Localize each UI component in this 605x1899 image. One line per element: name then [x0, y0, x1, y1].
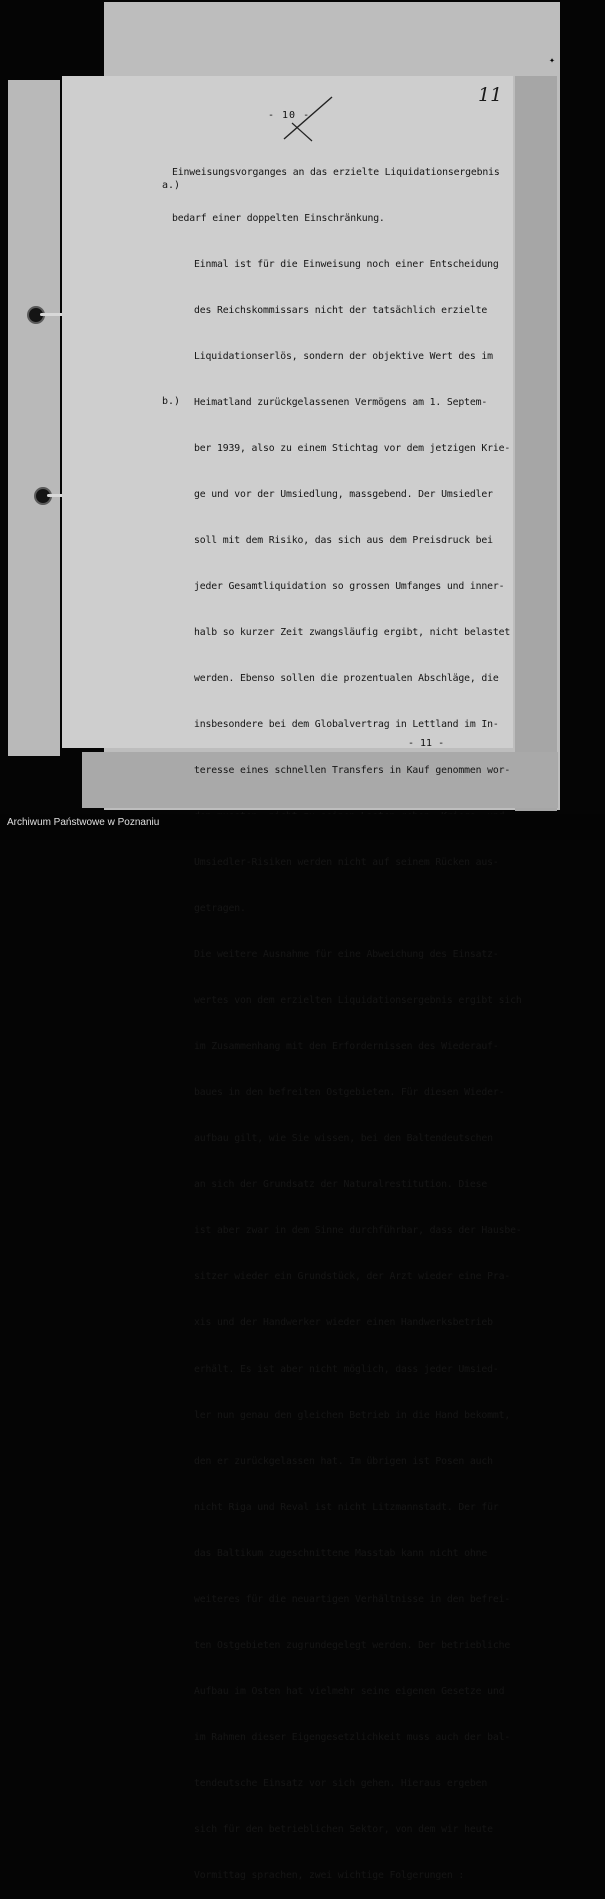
- text-line: im Zusammenhang mit den Erfordernissen des Wiederauf-: [194, 1041, 499, 1053]
- document-body: [172, 134, 522, 1899]
- text-line: im Rahmen dieser Eigengesetzlichkeit muss auch der bal-: [194, 1731, 511, 1743]
- text-line: des Reichskommissars nicht der tatsächlich erzielte: [194, 304, 488, 316]
- text-line: soll mit dem Risiko, das sich aus dem Preisdruck bei: [194, 534, 493, 546]
- text-line: ber 1939, also zu einem Stichtag vor dem jetzigen Krie-: [194, 442, 511, 454]
- text-line: ler nun genau den gleichen Betrieb in die Hand bekommt,: [194, 1409, 511, 1421]
- text-line: weiteres für die neuartigen Verhältnisse in den befrei-: [194, 1593, 511, 1605]
- text-line: ge und vor der Umsiedlung, massgebend. Der Umsiedler: [194, 488, 493, 500]
- text-line: Liquidationserlös, sondern der objektive Wert des im: [194, 350, 493, 362]
- text-line: Umsiedler-Risiken werden nicht auf seinem Rücken aus-: [194, 857, 499, 869]
- text-line: sitzer wieder ein Grundstück, der Arzt wieder eine Pra-: [194, 1271, 511, 1283]
- text-line: an sich der Grundsatz der Naturalrestitution. Diese: [194, 1179, 488, 1191]
- text-line: das Baltikum zugeschnittene Masstab kann nicht ohne: [194, 1547, 488, 1559]
- text-line: Einmal ist für die Einweisung noch einer Entscheidung: [194, 258, 499, 270]
- page-number: - 10 -: [268, 110, 311, 121]
- text-line: tendeutsche Einsatz vor sich gehen. Hieraus ergeben: [194, 1777, 488, 1789]
- text-line: Vormittag sprachen, zwei wichtige Folgerungen :: [194, 1869, 465, 1881]
- text-line: getragen.: [194, 903, 246, 915]
- underlying-sheet-edge: [515, 76, 557, 811]
- text-line: teresse eines schnellen Transfers in Kauf genommen wor-: [194, 765, 511, 777]
- text-line: wertes von dem erzielten Liquidationsergebnis ergibt sich: [194, 995, 522, 1007]
- text-line: Heimatland zurückgelassenen Vermögens am 1. Septem-: [194, 396, 488, 408]
- text-line: aufbau gilt, wie Sie wissen, bei den Baltendeutschen: [194, 1133, 493, 1145]
- text-line: Einweisungsvorganges an das erzielte Liquidationsergebnis: [172, 166, 500, 178]
- folio-number: 11: [478, 84, 503, 106]
- text-line: erhält. Es ist aber nicht möglich, dass jeder Umsied-: [194, 1363, 499, 1375]
- text-line: insbesondere bei dem Globalvertrag in Lettland im In-: [194, 719, 499, 731]
- text-line: baues in den befreiten Ostgebieten. Für diesen Wieder-: [194, 1087, 505, 1099]
- text-line: sich für den betrieblichen Sektor, von dem wir heute: [194, 1823, 493, 1835]
- text-line: halb so kurzer Zeit zwangsläufig ergibt, nicht belastet: [194, 627, 511, 638]
- text-line: ten Ostgebieten zugrundegelegt werden. Der betriebliche: [194, 1639, 511, 1651]
- binding-sheet: [8, 80, 60, 756]
- text-line: xis und der Handwerker wieder einen Handwerksbetrieb: [194, 1317, 493, 1329]
- paragraph-label-b: b.): [162, 396, 181, 407]
- text-line: Die weitere Ausnahme für eine Abweichung des Einsatz-: [194, 949, 499, 961]
- text-line: jeder Gesamtliquidation so grossen Umfanges und inner-: [194, 580, 505, 592]
- corner-mark: ✦: [549, 55, 556, 66]
- text-line: Aufbau im Osten hat vielmehr seine eigenen Gesetze und: [194, 1685, 505, 1697]
- text-line: den er zurückgelassen hat. Im übrigen ist Posen auch: [194, 1455, 493, 1467]
- text-line: nicht Riga und Reval ist nicht Litzmannstadt. Der für: [194, 1501, 499, 1513]
- text-line: werden. Ebenso sollen die prozentualen Abschläge, die: [194, 673, 499, 685]
- archive-label: Archiwum Państwowe w Poznaniu: [7, 817, 160, 828]
- text-line: bedarf einer doppelten Einschränkung.: [172, 212, 385, 224]
- paragraph-label-a: a.): [162, 180, 181, 191]
- next-page-marker: - 11 -: [408, 738, 445, 749]
- text-line: ist aber zwar in dem Sinne durchführbar, dass der Hausbe-: [194, 1225, 522, 1237]
